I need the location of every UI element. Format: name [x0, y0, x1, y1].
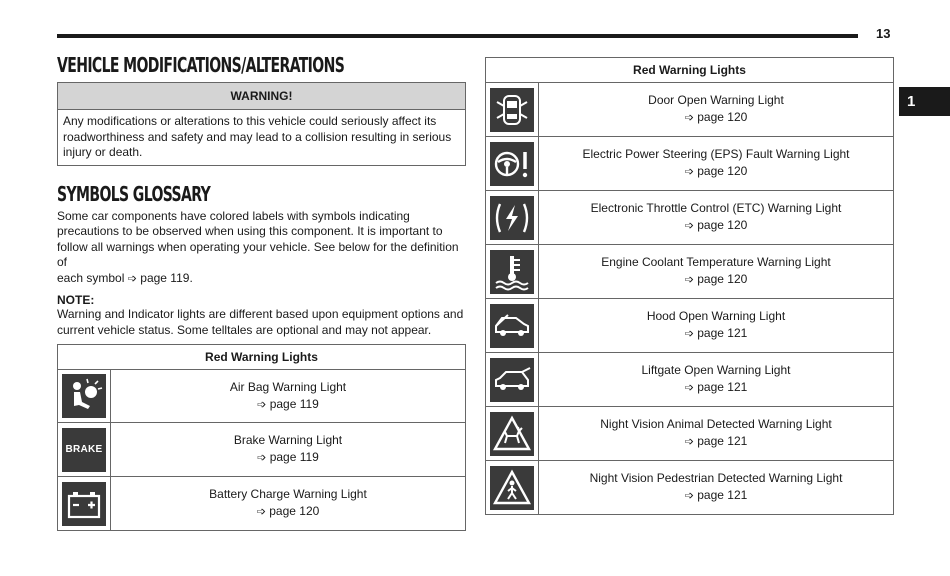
page-ref-arrow-icon: ➩ — [684, 490, 694, 502]
chapter-tab[interactable]: 1 — [899, 87, 950, 116]
warning-light-name: Electric Power Steering (EPS) Fault Warning Light — [582, 147, 850, 161]
page-ref-arrow-icon: ➩ — [684, 274, 694, 286]
right-column — [485, 57, 894, 515]
page-ref[interactable] — [539, 379, 893, 397]
table-row — [486, 407, 894, 461]
page-ref-text: page 120 — [697, 110, 748, 124]
page-ref[interactable] — [539, 217, 893, 235]
table-header: Red Warning Lights — [486, 58, 894, 83]
page-ref-text: page 121 — [697, 488, 748, 502]
table-row — [486, 461, 894, 515]
page-ref-link[interactable]: page 119. — [140, 270, 193, 285]
warning-light-name: Hood Open Warning Light — [646, 309, 786, 323]
note-line: current vehicle status. Some telltales are optional and may not appear. — [57, 322, 432, 337]
page-ref-arrow-icon: ➩ — [256, 506, 266, 518]
note-label: NOTE: — [57, 293, 95, 307]
brake-icon — [62, 428, 106, 472]
page-ref[interactable] — [111, 396, 465, 414]
night-vision-animal-icon — [490, 412, 534, 456]
warning-light-name: Electronic Throttle Control (ETC) Warning Light — [590, 201, 842, 215]
left-warning-table — [57, 344, 466, 531]
table-row — [58, 423, 466, 477]
page-ref-arrow-icon: ➩ — [127, 272, 137, 285]
table-row — [486, 83, 894, 137]
warning-light-name: Air Bag Warning Light — [229, 379, 347, 394]
glossary-heading: SYMBOLS GLOSSARY — [57, 181, 211, 206]
page-ref[interactable] — [539, 163, 893, 181]
page-ref-arrow-icon: ➩ — [684, 166, 694, 178]
top-rule — [57, 34, 858, 38]
night-vision-pedestrian-icon — [490, 466, 534, 510]
page-ref-arrow-icon: ➩ — [684, 436, 694, 448]
page-ref[interactable] — [539, 271, 893, 289]
right-warning-table — [485, 57, 894, 515]
warning-light-name: Engine Coolant Temperature Warning Light — [601, 255, 831, 269]
page-ref[interactable] — [539, 325, 893, 343]
brake-icon-text: BRAKE — [65, 444, 103, 455]
hood-open-icon — [490, 304, 534, 348]
table-row — [58, 477, 466, 531]
modifications-heading: VEHICLE MODIFICATIONS/ALTERATIONS — [57, 53, 345, 77]
note-line: Warning and Indicator lights are different based upon equipment options and — [57, 307, 464, 321]
page-ref[interactable] — [539, 433, 893, 451]
page-ref[interactable] — [111, 449, 465, 467]
table-row — [486, 137, 894, 191]
intro-line: Some car components have colored labels with symbols indicating — [57, 208, 410, 223]
warning-box — [57, 82, 466, 166]
page-ref-arrow-icon: ➩ — [684, 328, 694, 340]
page-ref-text: page 119 — [269, 396, 319, 411]
table-row — [486, 353, 894, 407]
page-ref-arrow-icon: ➩ — [684, 220, 694, 232]
battery-icon — [62, 482, 106, 526]
warning-light-name: Door Open Warning Light — [648, 93, 784, 107]
intro-line: follow all warnings when operating your vehicle. See below for the definition of — [57, 239, 459, 269]
door-open-icon — [490, 88, 534, 132]
coolant-temp-icon — [490, 250, 534, 294]
warning-light-name: Night Vision Pedestrian Detected Warning Light — [589, 471, 843, 485]
page-ref-text: page 121 — [697, 380, 748, 394]
warning-body: Any modifications or alterations to this vehicle could seriously affect its roadworthiness and safety and may lead to a collision resulting in serious injury or death. — [63, 114, 452, 159]
page-ref-arrow-icon: ➩ — [684, 112, 694, 124]
page-ref-arrow-icon: ➩ — [684, 382, 694, 394]
table-row — [486, 191, 894, 245]
etc-warning-icon — [490, 196, 534, 240]
left-column — [57, 52, 466, 531]
page-ref-text: page 120 — [269, 504, 320, 518]
air-bag-icon — [62, 374, 106, 418]
warning-light-name: Brake Warning Light — [233, 433, 343, 447]
warning-light-name: Liftgate Open Warning Light — [641, 363, 791, 377]
page-ref-text: page 120 — [697, 164, 748, 178]
page-ref[interactable] — [539, 487, 893, 505]
warning-light-name: Battery Charge Warning Light — [209, 487, 367, 501]
page-ref-text: page 119 — [269, 450, 319, 464]
warning-title: WARNING! — [58, 83, 465, 110]
intro-line — [57, 271, 466, 288]
page-ref[interactable] — [111, 503, 465, 521]
table-row — [486, 299, 894, 353]
table-row — [58, 370, 466, 423]
warning-light-name: Night Vision Animal Detected Warning Light — [600, 417, 832, 431]
page-ref-text: page 121 — [697, 326, 748, 340]
eps-fault-icon — [490, 142, 534, 186]
page-ref-text: page 120 — [697, 218, 748, 232]
intro-line: precautions to be observed when using this component. It is important to — [57, 224, 443, 238]
page-ref[interactable] — [539, 109, 893, 127]
page-ref-arrow-icon: ➩ — [257, 398, 267, 411]
page-ref-arrow-icon: ➩ — [257, 452, 267, 464]
intro-text: each symbol — [57, 270, 125, 285]
table-header: Red Warning Lights — [58, 345, 466, 370]
page-ref-text: page 120 — [697, 272, 748, 286]
table-row — [486, 245, 894, 299]
liftgate-open-icon — [490, 358, 534, 402]
glossary-intro — [57, 209, 466, 288]
page-number: 13 — [876, 26, 891, 41]
page-ref-text: page 121 — [697, 434, 748, 448]
note-body — [57, 307, 466, 338]
